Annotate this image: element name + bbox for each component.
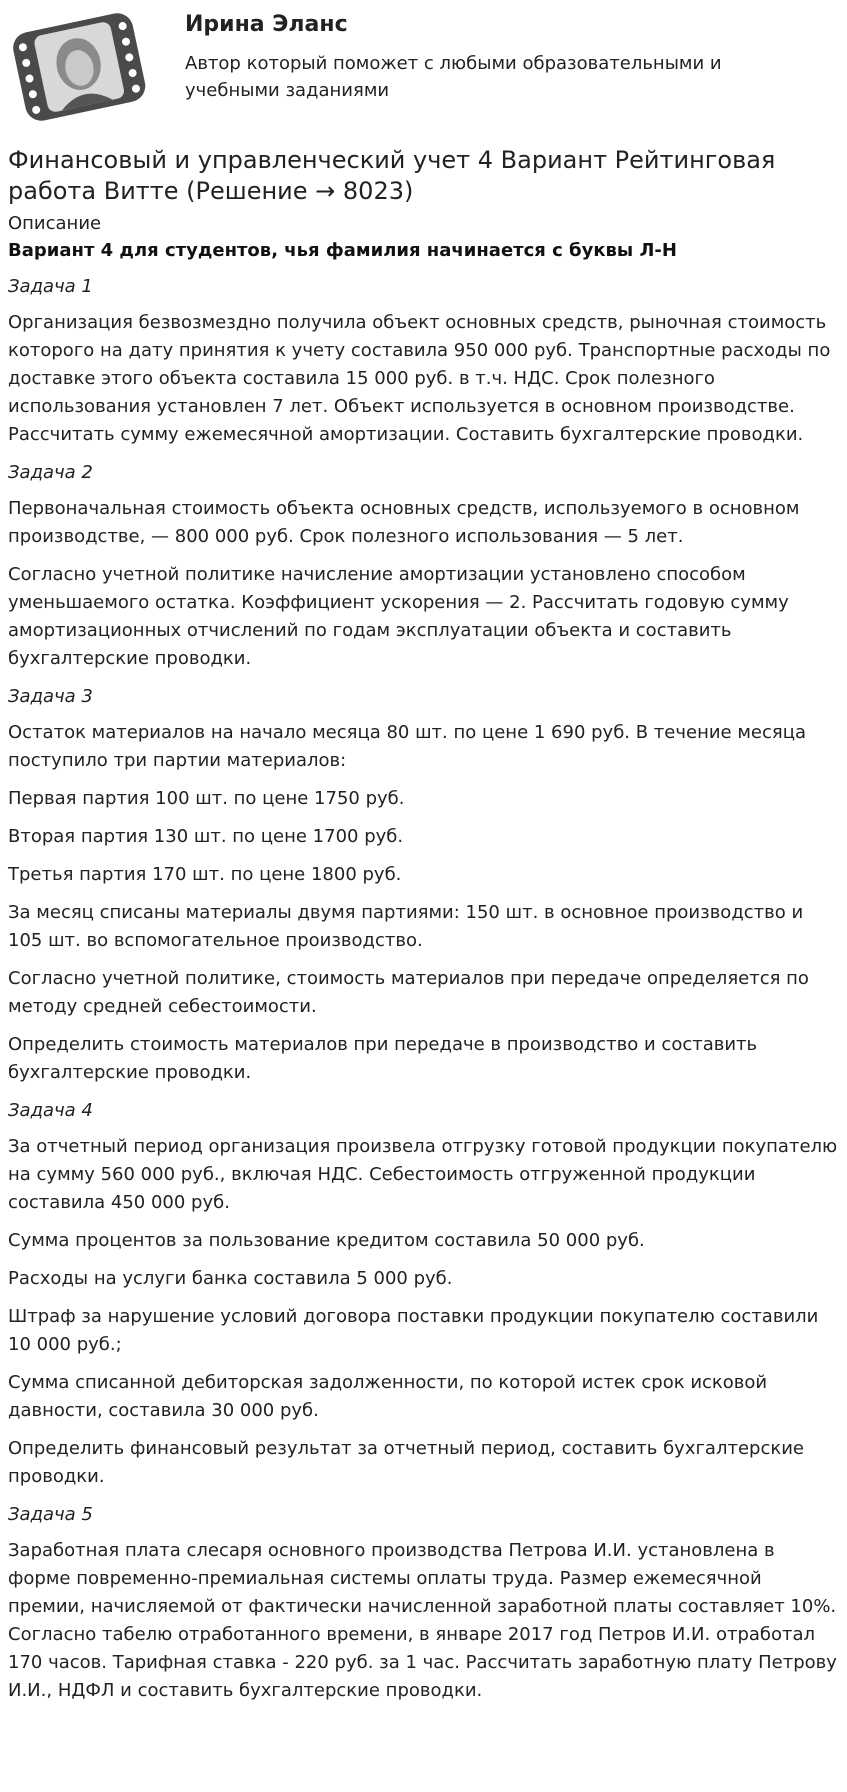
task-paragraph: За месяц списаны материалы двумя партиями: 150 шт. в основное производство и 105 шт. во вспомогательное производство. (8, 902, 804, 951)
task-paragraph: Организация безвозмездно получила объект основных средств, рыночная стоимость которого на дату принятия к учету составила 950 000 руб. Транспортные расходы по доставке этого объекта составила 15 000 руб. в т.ч. НДС. Срок полезного использования установлен 7 лет. Объект используется в основном производстве. Рассчитать сумму ежемесячной амортизации. Составить бухгалтерские проводки. (8, 312, 831, 445)
task-paragraph: Первоначальная стоимость объекта основных средств, используемого в основном производстве, — 800 000 руб. Срок полезного использования — 5 лет. (8, 498, 800, 547)
task-heading: Задача 3 (8, 686, 93, 707)
task-paragraph: Штраф за нарушение условий договора поставки продукции покупателю составили 10 000 руб.; (8, 1306, 819, 1355)
author-avatar[interactable] (8, 8, 150, 125)
article (8, 145, 840, 1715)
task-paragraph: Остаток материалов на начало месяца 80 шт. по цене 1 690 руб. В течение месяца поступило три партии материалов: (8, 722, 807, 771)
task-paragraph: За отчетный период организация произвела отгрузку готовой продукции покупателю на сумму 560 000 руб., включая НДС. Себестоимость отгруженной продукции составила 450 000 руб. (8, 1136, 838, 1213)
task-heading: Задача 1 (8, 276, 93, 297)
task-paragraph: Согласно учетной политике, стоимость материалов при передаче определяется по методу средней себестоимости. (8, 968, 809, 1017)
task-paragraph: Вторая партия 130 шт. по цене 1700 руб. (8, 826, 404, 847)
task-heading: Задача 4 (8, 1100, 93, 1121)
task-heading: Задача 2 (8, 462, 93, 483)
article-title: Финансовый и управленческий учет 4 Вариант Рейтинговая работа Витте (Решение → 8023) (8, 146, 776, 205)
task-paragraph: Сумма процентов за пользование кредитом составила 50 000 руб. (8, 1230, 645, 1251)
task-heading: Задача 5 (8, 1504, 93, 1525)
task-paragraph: Первая партия 100 шт. по цене 1750 руб. (8, 788, 405, 809)
task-paragraph: Расходы на услуги банка составила 5 000 руб. (8, 1268, 453, 1289)
task-paragraph: Заработная плата слесаря основного производства Петрова И.И. установлена в форме повременно-премиальная системы оплаты труда. Размер ежемесячной премии, начисляемой от фактически начисленной заработной платы составляет 10%. Согласно табелю отработанного времени, в январе 2017 год Петров И.И. отработал 170 часов. Тарифная ставка - 220 руб. за 1 час. Рассчитать заработную плату Петрову И.И., НДФЛ и составить бухгалтерские проводки. (8, 1540, 837, 1701)
task-paragraph: Определить финансовый результат за отчетный период, составить бухгалтерские проводки. (8, 1438, 804, 1487)
task-paragraph: Согласно учетной политике начисление амортизации установлено способом уменьшаемого остатка. Коэффициент ускорения — 2. Рассчитать годовую сумму амортизационных отчислений по годам эксплуатации объекта и составить бухгалтерские проводки. (8, 564, 789, 669)
film-frame-avatar-image (8, 8, 150, 125)
task-paragraph: Сумма списанной дебиторская задолженности, по которой истек срок исковой давности, составила 30 000 руб. (8, 1372, 768, 1421)
task-paragraph: Третья партия 170 шт. по цене 1800 руб. (8, 864, 402, 885)
task-paragraph: Определить стоимость материалов при передаче в производство и составить бухгалтерские проводки. (8, 1034, 758, 1083)
author-name[interactable]: Ирина Эланс (185, 12, 348, 37)
author-card (8, 8, 838, 128)
description-label: Описание (8, 213, 102, 234)
variant-lead: Вариант 4 для студентов, чья фамилия начинается с буквы Л-Н (8, 240, 677, 261)
author-description: Автор который поможет с любыми образовательными и учебными заданиями (185, 53, 722, 101)
